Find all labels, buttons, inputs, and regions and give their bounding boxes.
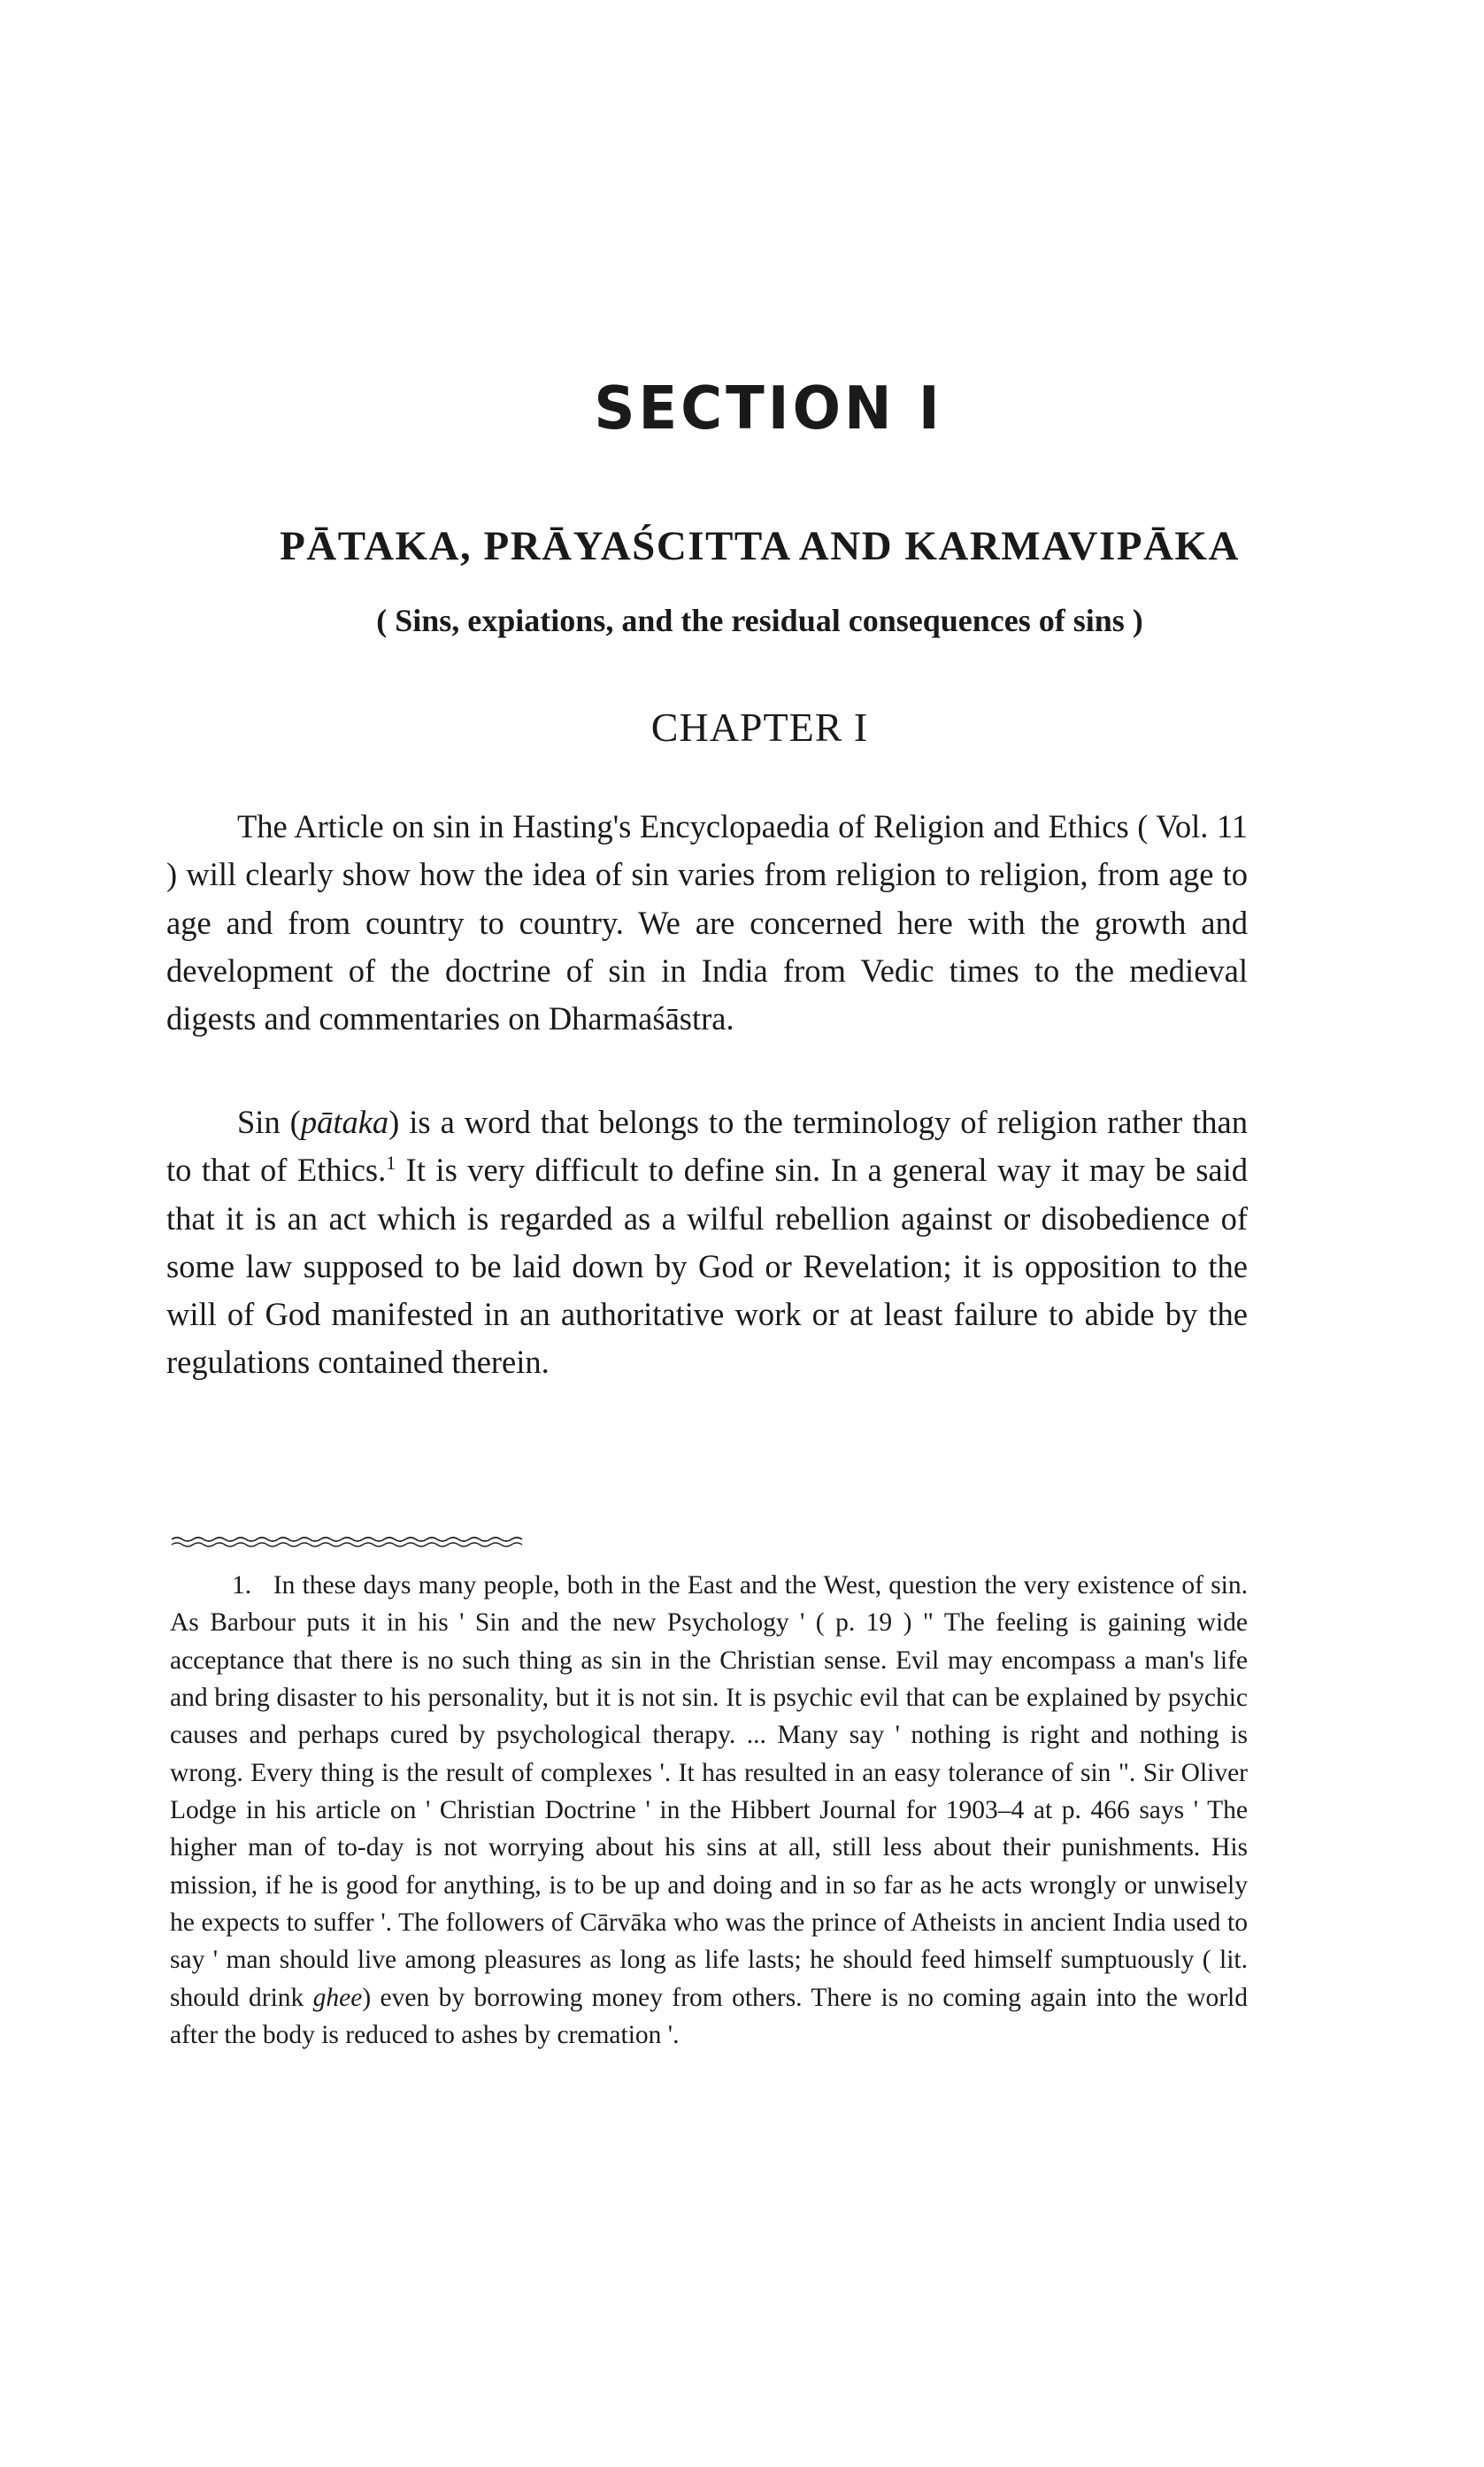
section-heading: SECTION I [594,374,943,443]
paragraph-2-start: Sin ( [237,1104,301,1140]
chapter-heading: CHAPTER I [650,705,869,750]
footnote-reference[interactable]: 1 [386,1152,396,1175]
footnote-1 [170,1567,1248,2054]
term-pataka: pātaka [300,1104,389,1140]
paragraph-1-text: The Article on sin in Hasting's Encyclopaedia of Religion and Ethics ( Vol. 11 ) will clearly show how the idea of sin varies from religion to religion, from age to age and from country to country. We are concerned here with the growth and development of the doctrine of sin in India from Vedic times to the medieval digests and commentaries on Dharmaśāstra. [166,808,1248,1037]
chapter-subtitle: ( Sins, expiations, and the residual consequences of sins ) [376,603,1143,638]
chapter-main-title: PĀTAKA, PRĀYAŚCITTA AND KARMAVIPĀKA [280,523,1240,569]
paragraph-2-middle: ) is a word that belongs to the terminology of religion rather than to that of Ethics. [166,1104,1248,1189]
body-paragraph-2 [166,1099,1248,1387]
footnote-number: 1. [232,1571,252,1600]
term-ghee: ghee [312,1983,363,2012]
paragraph-2-text [166,1099,1248,1387]
footnote-block [170,1567,1248,2054]
footnote-text-start: In these days many people, both in the East and the West, question the very existence of sin. As Barbour puts it in his ' Sin and the new Psychology ' ( p. 19 ) " The feeling is gaining wide acceptance that there is no such thing as sin in the Christian sense. Evil may encompass a man's life and bring disaster to his personality, but it is not sin. It is psychic evil that can be explained by psychic causes and perhaps cured by psychological therapy. ... Many say ' nothing is right and nothing is wrong. Every thing is the result of complexes '. It has resulted in an easy tolerance of sin ". Sir Oliver Lodge in his article on ' Christian Doctrine ' in the Hibbert Journal for 1903–4 at p. 466 says ' The higher man of to-day is not worrying about his sins at all, still less about their punishments. His mission, if he is good for anything, is to be up and doing and in so far as he acts wrongly or unwisely he expects to suffer '. The followers of Cārvāka who was the prince of Atheists in ancient India used to say ' man should live among pleasures as long as life lasts; he should feed himself sumptuously ( lit. should drink [170,1571,1248,2012]
body-paragraph-1 [166,803,1248,1043]
footnote-text-end: ) even by borrowing money from others. There is no coming again into the world after the body is reduced to ashes by cremation '. [170,1983,1248,2050]
paragraph-2-end: It is very difficult to define sin. In a general way it may be said that it is an act which is regarded as a wilful rebellion against or disobedience of some law supposed to be laid down by God or Revelation; it is opposition to the will of God manifested in an authoritative work or at least failure to abide by the regulations contained therein. [166,1152,1248,1381]
footnote-separator [170,1536,524,1548]
